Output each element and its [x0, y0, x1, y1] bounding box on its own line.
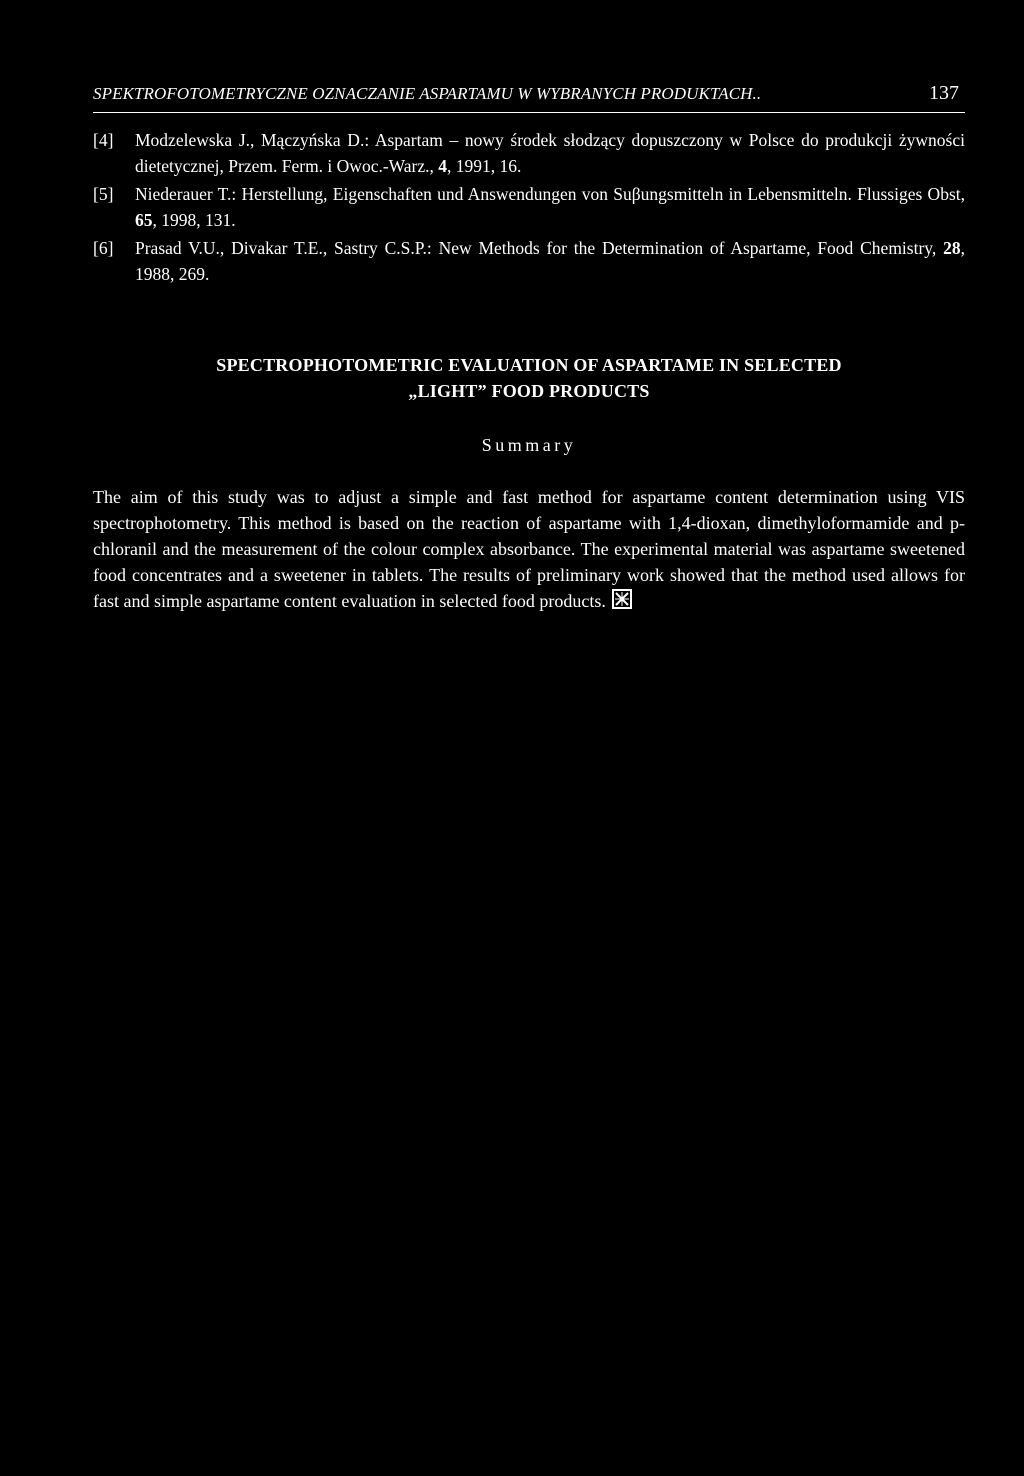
reference-number: [4] — [93, 130, 114, 150]
reference-volume: 4 — [438, 156, 448, 176]
reference-text: Niederauer T.: Herstellung, Eigenschaften und Answendungen von Suβungsmitteln in Lebensmitteln. Flussiges Obst, — [135, 184, 965, 204]
english-article-title — [93, 352, 965, 404]
reference-text-end: , 1988, 269. — [135, 238, 965, 284]
reference-text-end: , 1991, 16. — [447, 156, 522, 176]
summary-body — [93, 484, 965, 616]
reference-text: Prasad V.U., Divakar T.E., Sastry C.S.P.: New Methods for the Determination of Aspartame, Food Chemistry, — [135, 238, 944, 258]
running-header-title: SPEKTROFOTOMETRYCZNE OZNACZANIE ASPARTAMU W WYBRANYCH PRODUKTACH.. — [93, 84, 762, 103]
reference-number: [5] — [93, 184, 114, 204]
page-number: 137 — [929, 82, 959, 104]
reference-item — [93, 127, 965, 179]
english-title-line-1: SPECTROPHOTOMETRIC EVALUATION OF ASPARTAME IN SELECTED — [216, 355, 842, 375]
summary-heading: Summary — [481, 435, 577, 455]
journal-page — [93, 0, 965, 1476]
reference-item — [93, 235, 965, 287]
reference-list — [93, 127, 965, 289]
summary-paragraph: The aim of this study was to adjust a simple and fast method for aspartame content determination using VIS spectrophotometry. This method is based on the reaction of aspartame with 1,4-dioxan, dimethyloformamide and p-chloranil and the measurement of the colour complex absorbance. The experimental material was aspartame sweetened food concentrates and a sweetener in tablets. The results of preliminary work showed that the method used allows for fast and simple aspartame content evaluation in selected food products. — [93, 487, 965, 611]
reference-text-end: , 1998, 131. — [152, 210, 236, 230]
running-header — [93, 84, 965, 113]
reference-number: [6] — [93, 238, 114, 258]
reference-text: Modzelewska J., Mączyńska D.: Aspartam – nowy środek słodzący dopuszczony w Polsce do produkcji żywności dietetycznej, Przem. Ferm. i Owoc.-Warz., — [135, 130, 965, 176]
end-of-article-mark-icon — [612, 589, 632, 616]
english-title-line-2: „LIGHT” FOOD PRODUCTS — [408, 381, 650, 401]
reference-volume: 65 — [135, 210, 153, 230]
reference-item — [93, 181, 965, 233]
reference-volume: 28 — [943, 238, 961, 258]
